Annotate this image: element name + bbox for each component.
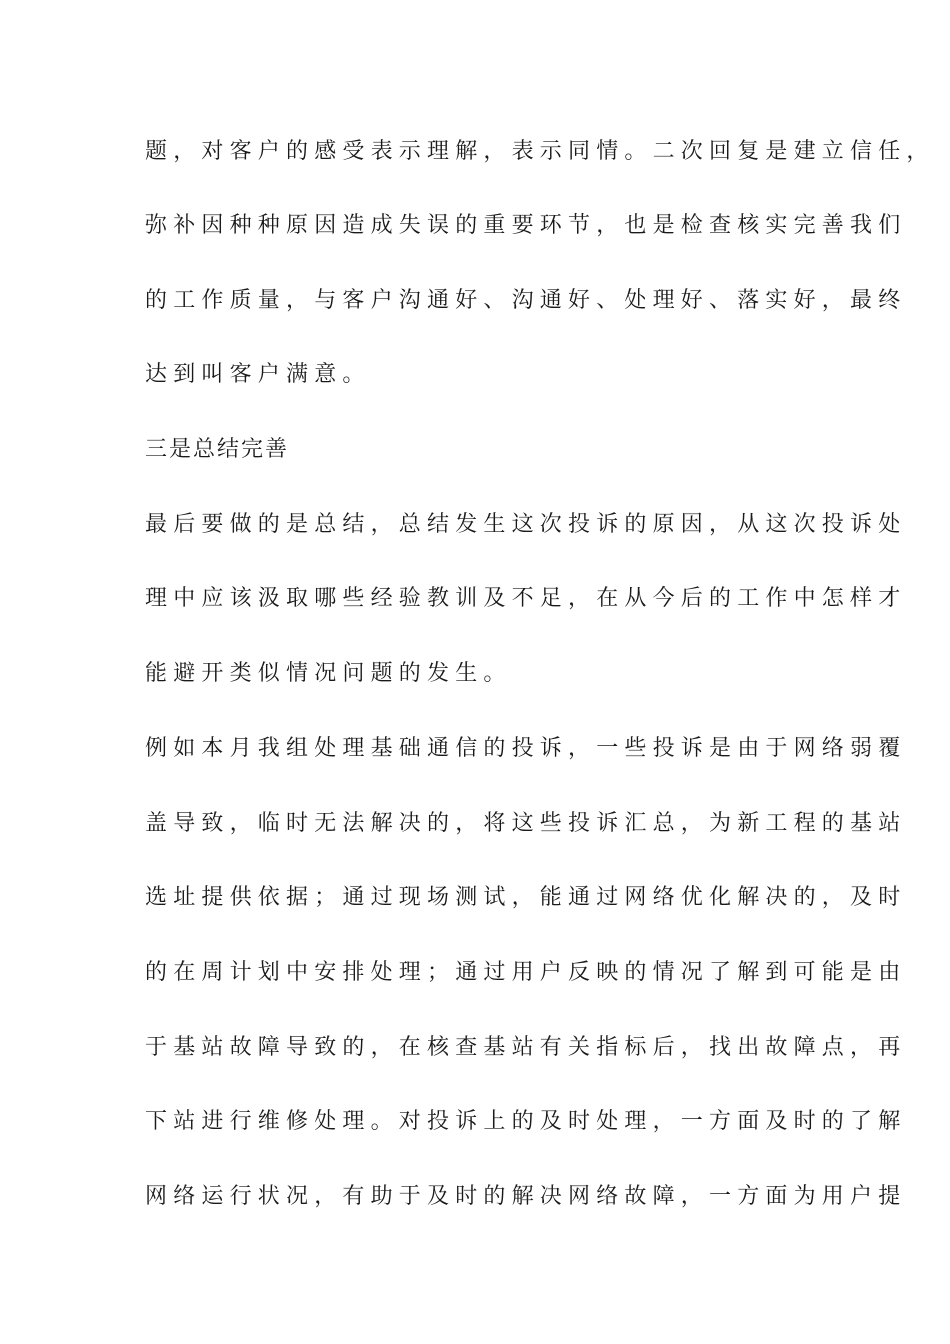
text-line-8: 能避开类似情况问题的发生。 xyxy=(145,661,512,686)
text-line-12: 的在周计划中安排处理；通过用户反映的情况了解到可能是由 xyxy=(145,960,907,985)
text-line-1: 题，对客户的感受表示理解，表示同情。二次回复是建立信任， xyxy=(145,139,935,164)
text-line-2: 弥补因种种原因造成失误的重要环节，也是检查核实完善我们 xyxy=(145,213,907,238)
section-heading: 三是总结完善 xyxy=(145,437,290,462)
text-line-14: 下站进行维修处理。对投诉上的及时处理，一方面及时的了解 xyxy=(145,1109,907,1134)
text-line-4: 达到叫客户满意。 xyxy=(145,362,371,387)
text-line-15: 网络运行状况，有助于及时的解决网络故障，一方面为用户提 xyxy=(145,1184,907,1209)
text-line-13: 于基站故障导致的，在核查基站有关指标后，找出故障点，再 xyxy=(145,1035,907,1060)
text-line-7: 理中应该汲取哪些经验教训及不足，在从今后的工作中怎样才 xyxy=(145,586,907,611)
text-line-6: 最后要做的是总结，总结发生这次投诉的原因，从这次投诉处 xyxy=(145,512,907,537)
text-line-9: 例如本月我组处理基础通信的投诉，一些投诉是由于网络弱覆 xyxy=(145,736,907,761)
text-line-3: 的工作质量，与客户沟通好、沟通好、处理好、落实好，最终 xyxy=(145,288,907,313)
text-line-11: 选址提供依据；通过现场测试，能通过网络优化解决的，及时 xyxy=(145,885,907,910)
text-line-10: 盖导致，临时无法解决的，将这些投诉汇总，为新工程的基站 xyxy=(145,811,907,836)
